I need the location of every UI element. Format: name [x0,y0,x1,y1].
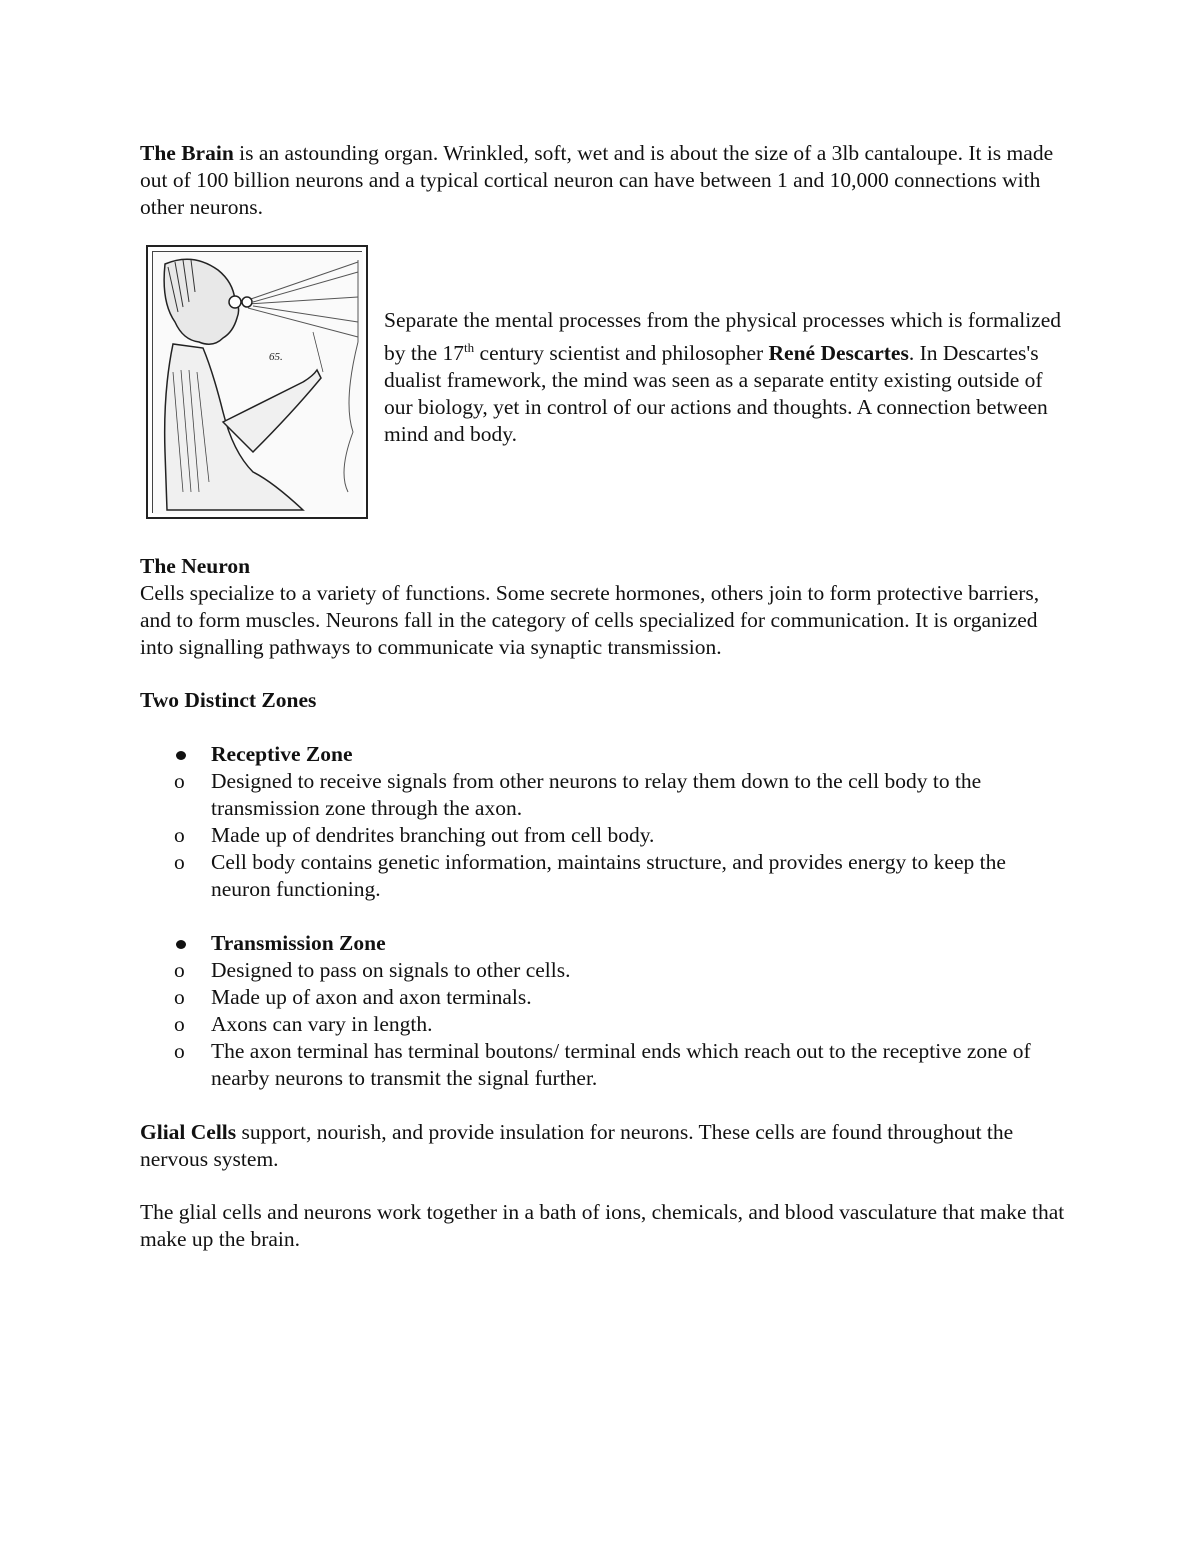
list-item: o Axons can vary in length. [174,1012,433,1036]
zones-heading: Two Distinct Zones [140,688,317,712]
descartes-section [140,245,1070,527]
sub-bullet-icon: o [174,985,185,1009]
descartes-text-middle: century scientist and philosopher [474,341,769,366]
descartes-paragraph [384,307,1074,448]
bullet-icon [176,940,186,949]
receptive-zone-block [140,741,1070,903]
descartes-name: René Descartes [768,341,909,366]
neuron-heading: The Neuron [140,554,251,578]
transmission-zone-block [140,930,1070,1092]
engraving-caption: 65. [269,351,283,363]
neuron-paragraph: Cells specialize to a variety of functions. Some secrete hormones, others join to form protective barriers, and to form muscles. Neurons fall in the category of cells specialized for communication. It is organized into signalling pathways to communicate via synaptic transmission. [140,581,1040,659]
list-item: o Made up of axon and axon terminals. [174,985,532,1009]
sub-bullet-icon: o [174,1039,185,1063]
descartes-text-after: . In Descartes's dualist framework, the mind was seen as a separate entity existing outside of our biology, yet in control of our actions and thoughts. A connection between mind and body. [384,341,1048,447]
glial-bold-term: Glial Cells [140,1120,237,1144]
neuron-section [140,553,1070,661]
intro-bold-term: The Brain [140,141,234,165]
document-page [140,140,1070,1253]
glial-text: support, nourish, and provide insulation for neurons. These cells are found throughout the nervous system. [140,1120,1014,1171]
sub-bullet-icon: o [174,1012,185,1036]
sub-bullet-icon: o [174,958,185,982]
list-item: o Designed to receive signals from other neurons to relay them down to the cell body to the transmission zone through the axon. [174,769,982,820]
sub-bullet-icon: o [174,850,185,874]
sub-bullet-icon: o [174,769,185,793]
transmission-zone-title: Transmission Zone [140,930,1070,957]
receptive-zone-title: Receptive Zone [140,741,1070,768]
bullet-icon [176,751,186,760]
intro-text: is an astounding organ. Wrinkled, soft, wet and is about the size of a 3lb cantaloupe. It is made out of 100 billion neurons and a typical cortical neuron can have between 1 and 10,000 connections with other neurons. [140,141,1054,219]
engraving-illustration [153,252,363,514]
list-item: o The axon terminal has terminal boutons/ terminal ends which reach out to the receptive zone of nearby neurons to transmit the signal further. [174,1039,1031,1090]
descartes-engraving-image [146,245,368,519]
list-item: o Designed to pass on signals to other cells. [174,958,571,982]
intro-paragraph [140,140,1070,221]
sub-bullet-icon: o [174,823,185,847]
closing-paragraph: The glial cells and neurons work together in a bath of ions, chemicals, and blood vasculature that make that make up the brain. [140,1200,1065,1251]
glial-paragraph [140,1119,1070,1173]
descartes-superscript: th [464,340,475,355]
zones-section [140,687,1070,1092]
list-item: o Cell body contains genetic information, maintains structure, and provides energy to keep the neuron functioning. [174,850,1006,901]
list-item: o Made up of dendrites branching out from cell body. [174,823,655,847]
descartes-text-before: Separate the mental processes from the physical processes which is formalized by the 17 [384,308,1062,366]
